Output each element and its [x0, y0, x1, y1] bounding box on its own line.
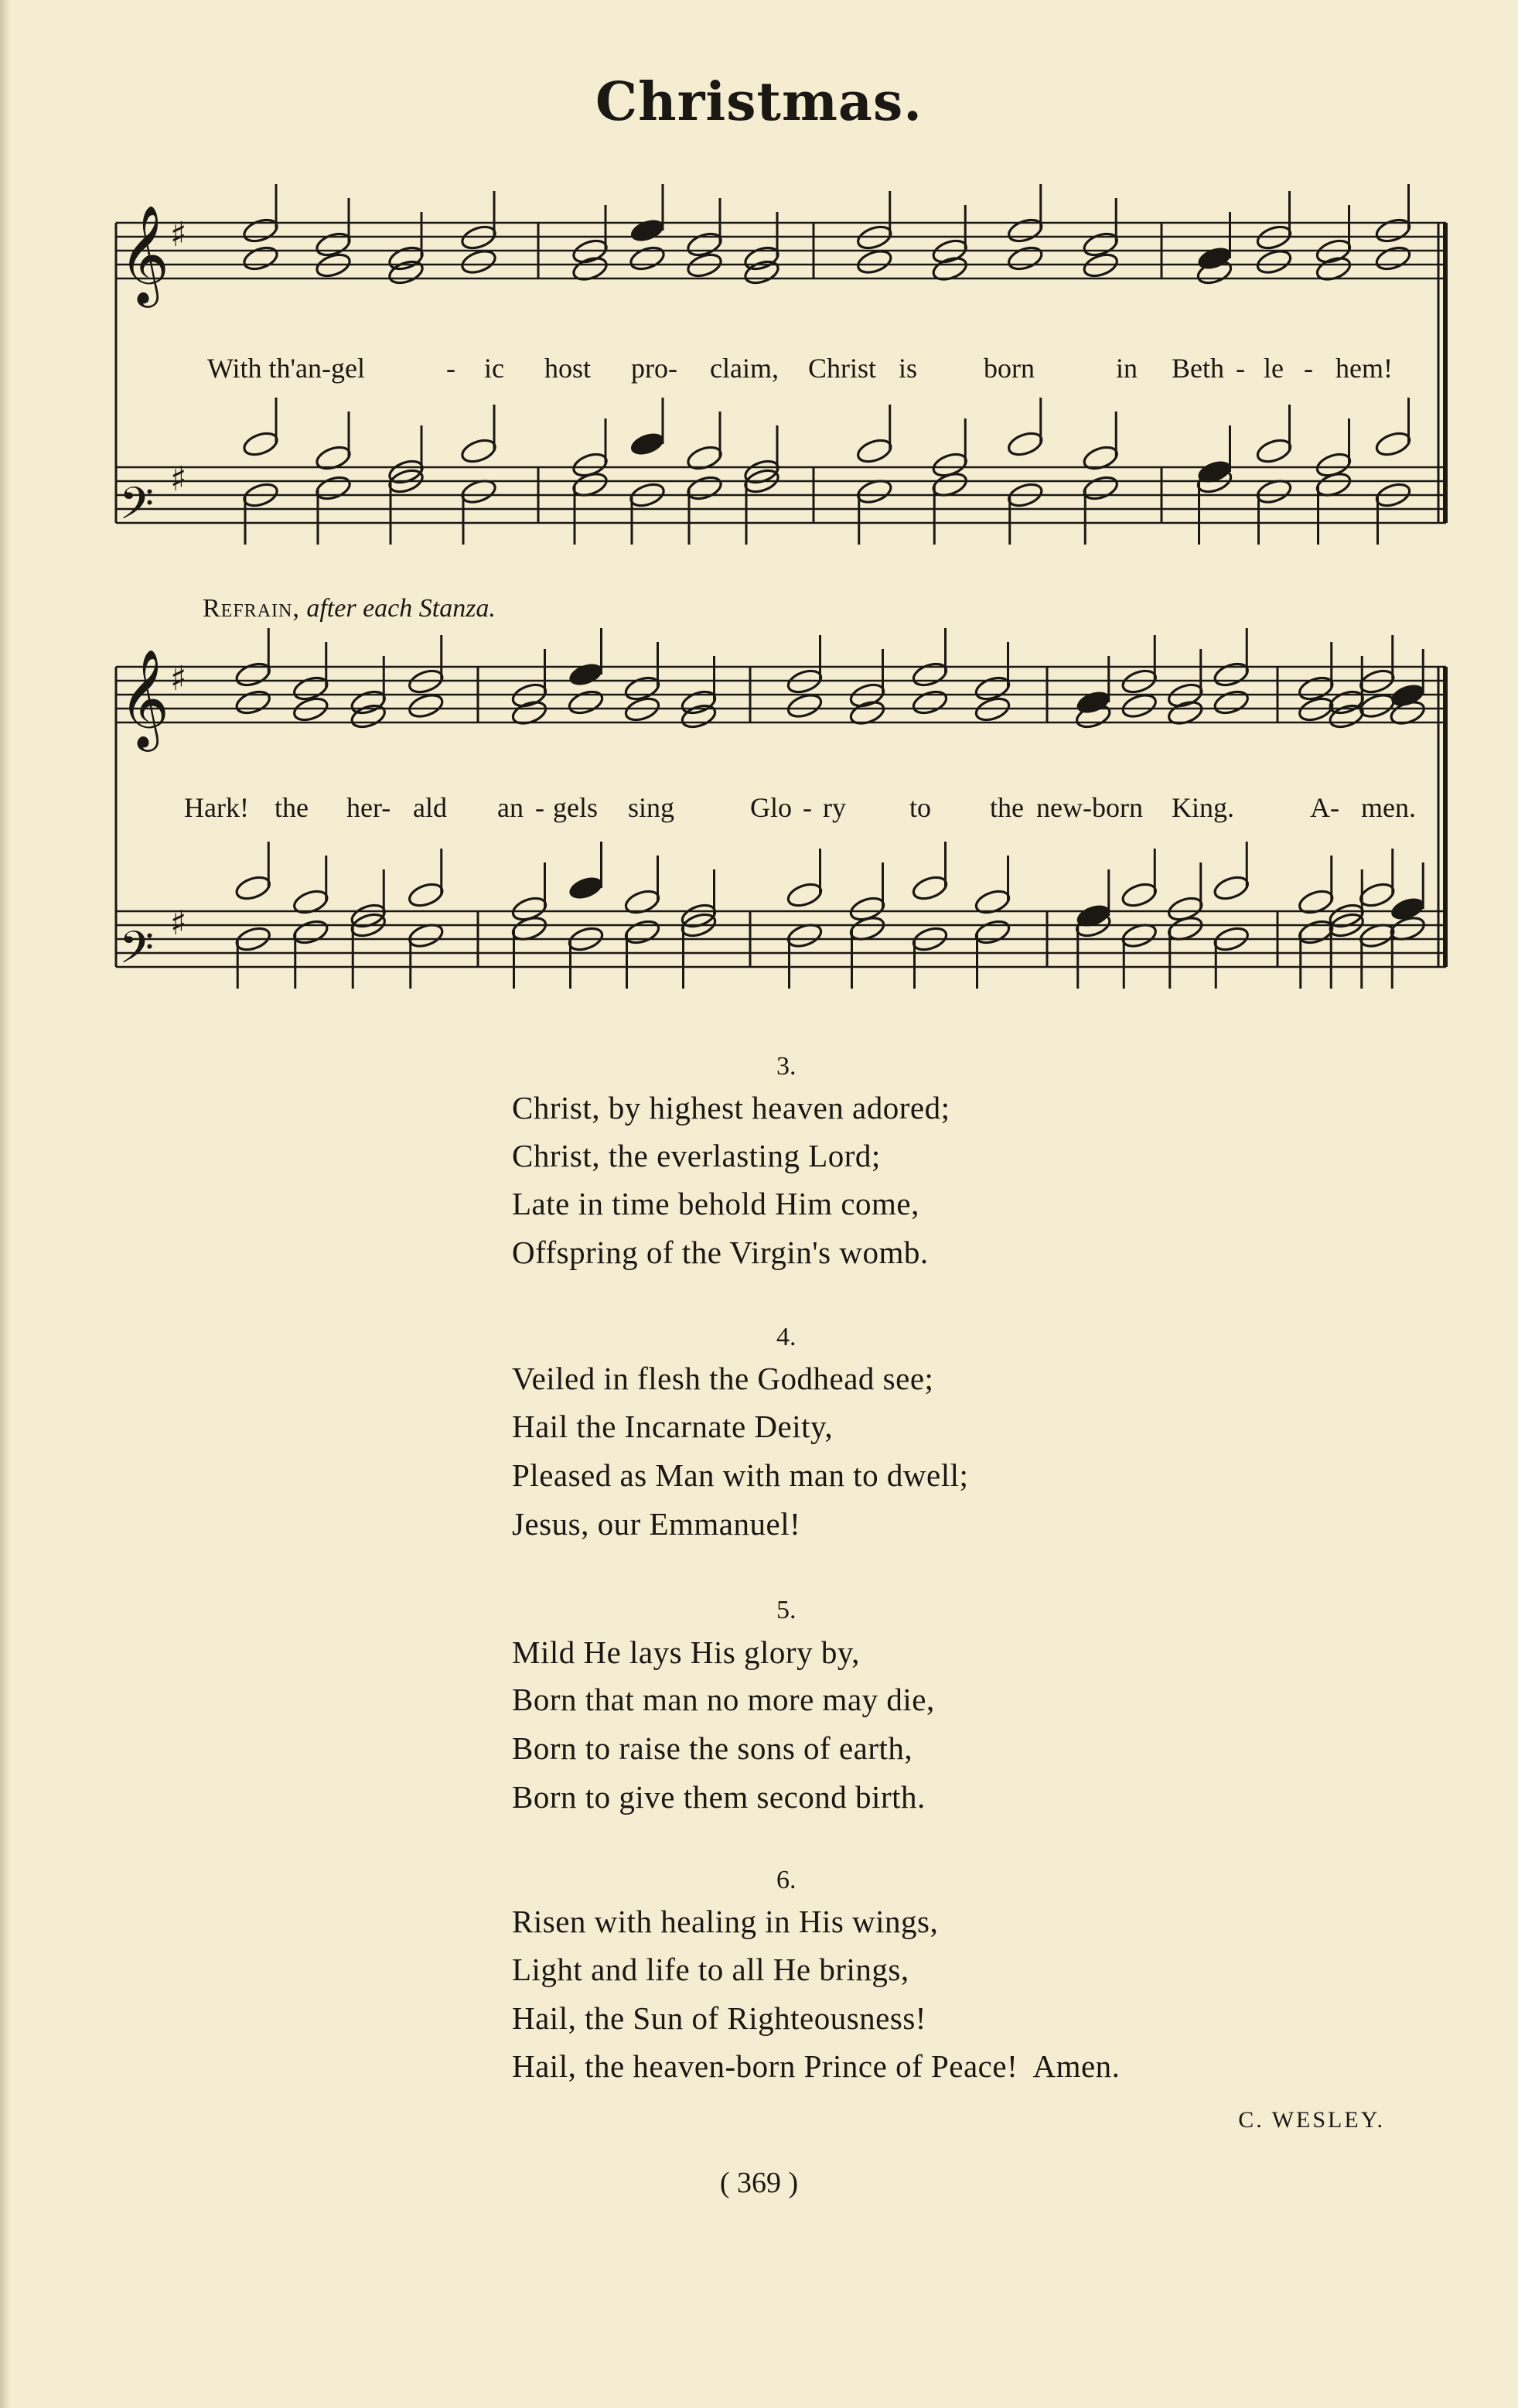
lyric-syllable: Glo: [750, 792, 792, 823]
verse-line: Light and life to all He brings,: [512, 1952, 909, 1987]
lyric-syllable: le: [1264, 353, 1284, 384]
lyric-syllable: -: [803, 792, 812, 823]
verse-line: Christ, the everlasting Lord;: [512, 1138, 881, 1173]
stanza-number: 4.: [776, 1323, 797, 1351]
note-head: [855, 436, 894, 466]
note-head: [855, 248, 894, 277]
lyric-syllable: claim,: [710, 353, 779, 384]
page-number: ( 369 ): [719, 2167, 799, 2199]
note-head: [234, 873, 272, 903]
verse-line: Christ, by highest heaven adored;: [512, 1090, 950, 1125]
stanza-number: 5.: [776, 1596, 797, 1624]
lyric-syllable: Christ: [808, 353, 877, 384]
note-head: [742, 258, 781, 287]
lyric-syllable: sing: [628, 792, 675, 823]
hymn-title: Christmas.: [595, 71, 923, 133]
note-head: [459, 436, 498, 466]
note-head: [1374, 216, 1413, 245]
verse-line: Offspring of the Virgin's womb.: [512, 1235, 929, 1270]
lyric-syllable: an: [497, 792, 524, 823]
note-head: [387, 258, 425, 287]
note-head: [1374, 429, 1413, 459]
note-head: [1212, 688, 1250, 717]
note-head: [680, 702, 718, 731]
lyric-syllable: King.: [1172, 792, 1234, 823]
final-bar-thick: [1443, 223, 1448, 523]
music-score: [0, 0, 1518, 1006]
lyric-syllable: gels: [553, 792, 598, 823]
lyric-syllable: -: [535, 792, 544, 823]
lyric-syllable: A-: [1310, 792, 1339, 823]
verse-line: Jesus, our Emmanuel!: [512, 1506, 801, 1542]
lyric-syllable: is: [899, 353, 918, 384]
lyric-syllable: ald: [413, 792, 447, 823]
note-head: [1120, 880, 1158, 910]
refrain-label-word: Refrain,: [203, 594, 300, 623]
lyric-syllable: pro-: [631, 353, 677, 384]
lyric-syllable: ic: [484, 353, 504, 384]
note-head: [241, 216, 280, 245]
note-head: [567, 688, 605, 717]
lyric-syllable: the: [990, 792, 1024, 823]
lyric-syllable: men.: [1361, 792, 1416, 823]
lyric-syllable: -: [446, 353, 455, 384]
note-head: [628, 216, 667, 245]
note-head: [685, 473, 724, 503]
note-head: [623, 917, 662, 947]
verse-line: Born to raise the sons of earth,: [512, 1730, 913, 1766]
sharp-sign: ♯: [170, 903, 187, 943]
verse-line: Hail, the heaven-born Prince of Peace! Amen.: [512, 2048, 1121, 2084]
note-head: [1212, 873, 1250, 903]
note-head: [567, 873, 605, 903]
note-head: [407, 880, 445, 910]
sharp-sign: ♯: [170, 459, 187, 499]
verse-line: Veiled in flesh the Godhead see;: [512, 1361, 934, 1396]
note-head: [1081, 473, 1120, 503]
verse-line: Pleased as Man with man to dwell;: [512, 1457, 969, 1493]
verse-line: Hail, the Sun of Righteousness!: [512, 2000, 926, 2036]
note-head: [1120, 692, 1158, 721]
treble-clef: 𝄞: [119, 648, 170, 747]
verse-line: Late in time behold Him come,: [512, 1186, 919, 1221]
note-head: [292, 917, 330, 947]
sharp-sign: ♯: [170, 215, 187, 254]
verse-line: Risen with healing in His wings,: [512, 1904, 939, 1939]
note-head: [1255, 436, 1294, 466]
note-head: [1374, 244, 1413, 273]
bass-clef: 𝄢: [119, 477, 155, 541]
lyric-syllable: born: [984, 353, 1035, 384]
note-head: [567, 660, 605, 689]
lyric-syllable: to: [909, 792, 932, 823]
note-head: [1388, 681, 1427, 710]
note-head: [911, 688, 950, 717]
note-head: [234, 688, 272, 717]
lyric-syllable: the: [275, 792, 309, 823]
lyric-syllable: host: [544, 353, 592, 384]
lyric-syllable: new-born: [1036, 792, 1143, 823]
note-head: [786, 880, 824, 910]
verse-line: Born to give them second birth.: [512, 1779, 926, 1815]
note-head: [786, 692, 824, 721]
lyric-syllable: Hark!: [184, 792, 249, 823]
lyric-syllable: -: [1236, 353, 1245, 384]
lyric-syllable: hem!: [1335, 353, 1393, 384]
bass-clef: 𝄢: [119, 921, 155, 985]
note-head: [1006, 429, 1045, 459]
lyric-syllable: in: [1116, 353, 1138, 384]
note-head: [241, 244, 280, 273]
note-head: [628, 429, 667, 459]
note-head: [241, 429, 280, 459]
note-head: [234, 660, 272, 689]
stanza-number: 3.: [776, 1052, 797, 1081]
verse-line: Hail the Incarnate Deity,: [512, 1409, 834, 1444]
treble-clef: 𝄞: [119, 204, 170, 303]
lyric-syllable: -: [1304, 353, 1313, 384]
note-head: [349, 702, 387, 731]
note-head: [1212, 660, 1250, 689]
lyric-syllable: With th'an-gel: [207, 353, 365, 384]
refrain-instruction: after each Stanza.: [306, 594, 496, 623]
final-bar-thick: [1443, 667, 1448, 967]
lyric-syllable: Beth: [1172, 353, 1224, 384]
verse-line: Born that man no more may die,: [512, 1682, 935, 1717]
note-head: [1358, 880, 1397, 910]
lyric-syllable: ry: [823, 792, 846, 823]
note-head: [911, 873, 950, 903]
note-head: [1006, 216, 1045, 245]
note-head: [1255, 248, 1294, 277]
note-head: [628, 244, 667, 273]
note-head: [459, 248, 498, 277]
note-head: [911, 660, 950, 689]
note-head: [407, 692, 445, 721]
stanza-number: 6.: [776, 1866, 797, 1894]
refrain-label: [203, 594, 496, 623]
note-head: [974, 917, 1012, 947]
lyric-syllable: her-: [346, 792, 391, 823]
author-credit: C. WESLEY.: [1238, 2107, 1385, 2133]
note-head: [314, 473, 353, 503]
sharp-sign: ♯: [170, 659, 187, 698]
note-head: [1006, 244, 1045, 273]
verse-line: Mild He lays His glory by,: [512, 1634, 860, 1670]
